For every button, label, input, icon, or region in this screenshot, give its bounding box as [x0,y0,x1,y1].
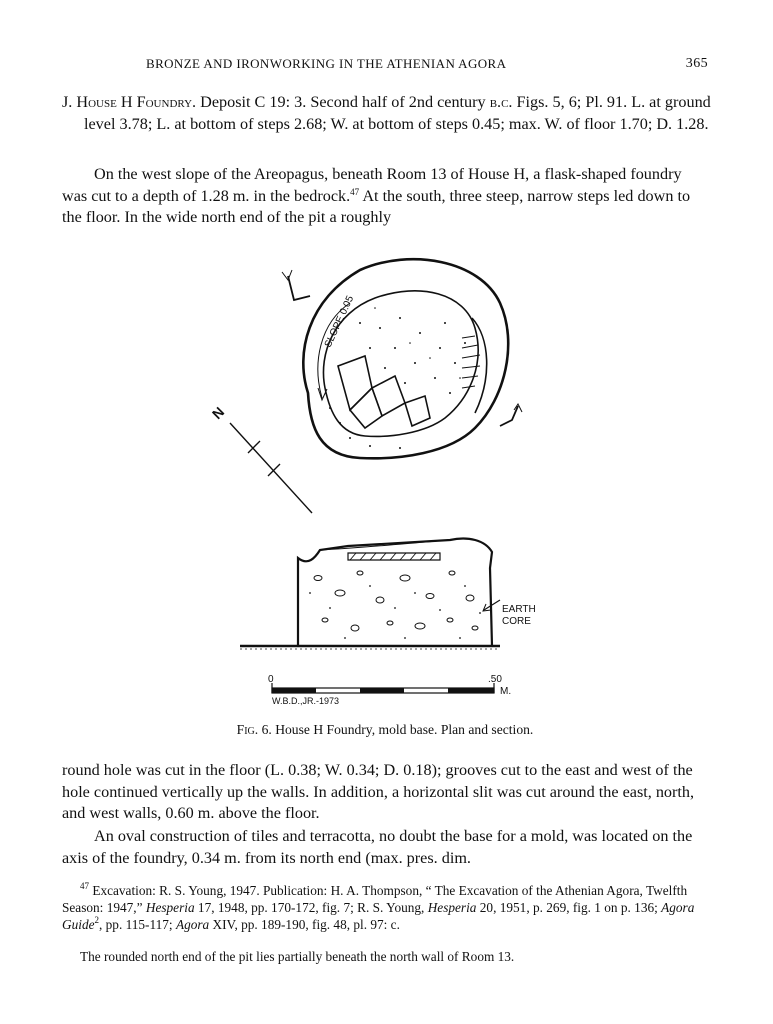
paragraph-1 [62,164,708,229]
footnote-47 [62,882,708,933]
entry-name: House H Foundry. [76,93,197,111]
edition-mark: 2 [94,915,99,925]
footnote-text-a: Excavation: R. S. Young, 1947. Publication: H. A. Thompson, “ The Excavation of the Athenian Agora, Twelfth Season: 1947,” [62,883,688,915]
plan-view [230,259,522,513]
scale-end: .50 [488,674,502,685]
entry-text: Deposit C 19: 3. Second half of 2nd century [200,93,486,111]
footnote-text-b: 17, 1948, pp. 170-172, fig. 7; R. S. Young, [197,900,425,915]
north-arrow-label: N [208,403,228,423]
book-title: Agora Guide [62,900,695,932]
catalogue-entry [62,92,730,135]
section-view [240,539,500,650]
journal-title: Hesperia [427,900,477,915]
scale-start: 0 [268,674,274,685]
scale-unit: M. [500,686,512,697]
entry-era: b.c. [489,93,513,111]
running-title: BRONZE AND IRONWORKING IN THE ATHENIAN AGORA [146,56,507,71]
figure-caption [62,722,708,738]
footnote-text-c: 20, 1951, p. 269, fig. 1 on p. 136; [479,900,658,915]
footnote-note: The rounded north end of the pit lies partially beneath the north wall of Room 13. [80,949,515,964]
caption-text: House H Foundry, mold base. Plan and section. [275,722,534,737]
running-head [62,56,708,76]
book-title: Agora [175,917,210,932]
paragraph-1-text-2: At the south, three steep, narrow steps led down to the floor. In the wide north end of the pit a roughly [62,186,691,226]
draftsman-credit: W.B.D.,JR.-1973 [272,696,340,706]
core-label: CORE [502,616,531,627]
paragraph-1-text: On the west slope of the Areopagus, beneath Room 13 of House H, a flask-shaped foundry was cut to a depth of 1.28 m. in the bedrock. [62,165,682,205]
footnote-text-e: XIV, pp. 189-190, fig. 48, pl. 97: c. [212,917,400,932]
earth-label: EARTH [502,604,536,615]
note-ref-47[interactable]: 47 [350,186,360,197]
paragraph-3: An oval construction of tiles and terracotta, no doubt the base for a mold, was located on the axis of the foundry, 0.34 m. from its north end (max. pres. dim. [62,827,693,867]
footnote-text-d: , pp. 115-117; [99,917,173,932]
journal-title: Hesperia [145,900,195,915]
plan-and-section-drawing [200,248,560,718]
paragraph-2: round hole was cut in the floor (L. 0.38; W. 0.34; D. 0.18); grooves cut to the east and west of the hole continued vertically up the walls. In addition, a horizontal slit was cut around the east, north, and west walls, 0.60 m. above the floor. [62,761,695,822]
footnote-47-mark: 47 [80,881,89,891]
entry-text-2: Figs. 5, 6; Pl. 91. L. at ground level 3.78; L. at bottom of steps 2.68; W. at bottom of steps 0.45; max. W. of floor 1.70; D. 1.28. [84,93,711,133]
entry-label: J. [62,93,73,111]
figure-6 [200,248,560,718]
page-number: 365 [685,56,708,71]
caption-label: Fig. 6. [236,722,272,737]
scale-bar [272,683,494,693]
slope-label: SLOPE 0.05 [322,294,357,350]
